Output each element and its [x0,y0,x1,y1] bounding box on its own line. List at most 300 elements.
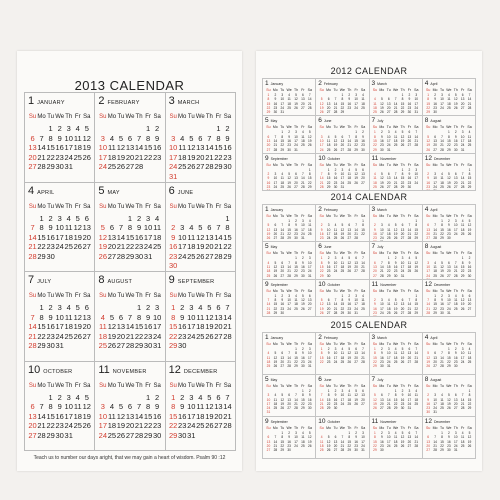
day-cell: 12 [98,232,108,242]
day-cell: 5 [100,223,105,232]
day-cell: 29 [340,110,345,115]
day-cell: 9 [302,351,304,356]
day-cell: 2 [348,93,351,97]
weekday-label: Mo [37,293,46,299]
day-cell: 22 [46,421,55,430]
day-cell: 2 [302,347,304,351]
day-cell: 30 [152,430,162,440]
empty-day [107,303,116,313]
day-cell: 9 [334,393,337,398]
day-cell: 8 [39,312,44,322]
month-block [370,417,423,459]
day-cell: 4 [394,347,397,351]
day-cell: 9 [454,134,457,139]
day-cell: 8 [267,97,270,102]
day-cell: 16 [294,227,298,232]
day-cell: 24 [386,443,391,448]
day-cell: 22 [460,269,465,274]
month-header [98,95,161,110]
day-cell: 4 [267,351,270,356]
day-cell: 22 [373,443,377,448]
day-cell: 2 [401,389,404,393]
day-cell: 5 [288,171,290,176]
day-cell: 12 [373,397,377,402]
weekday-label: Th [65,382,73,389]
day-cell: 25 [414,401,419,406]
day-cell: 15 [414,302,419,307]
weekday-label: Sa [467,342,472,346]
weekday-label: Tu [280,426,285,430]
day-cell: 17 [319,143,324,148]
month-header [98,274,161,289]
day-cell: 28 [386,406,391,411]
day-cell: 20 [354,355,358,360]
month-block [423,280,476,317]
weekday-label: We [446,214,452,218]
day-cell: 29 [46,430,55,440]
day-cell: 29 [426,110,430,115]
day-cell: 28 [414,143,419,148]
day-cell: 15 [447,355,451,360]
day-cell: 25 [152,242,162,251]
day-cell: 2 [288,130,290,135]
day-cell: 22 [287,231,291,236]
day-grid [318,219,366,240]
day-grid [425,294,473,315]
month-name: February [323,208,338,212]
day-cell: 1 [171,392,176,402]
day-cell: 11 [333,227,338,232]
weekday-label: Tu [439,251,444,256]
day-cell: 30 [178,430,187,440]
day-cell: 23 [380,143,384,148]
day-cell: 23 [407,180,412,185]
day-cell: 29 [467,406,472,411]
day-cell: 9 [348,97,351,102]
day-cell: 22 [214,152,223,162]
day-cell: 26 [196,251,205,261]
weekday-label: Sa [307,342,312,346]
weekday-label: Su [169,293,177,299]
month-block [95,183,165,273]
day-cell: 27 [400,310,405,315]
day-cell: 25 [64,331,73,341]
day-cell: 4 [394,130,397,135]
weekday-label: Tu [187,382,195,389]
day-cell: 20 [116,331,126,341]
day-cell: 25 [187,251,196,261]
day-cell: 13 [125,411,135,421]
day-cell: 3 [387,347,390,351]
day-grid [425,389,473,415]
day-cell: 30 [433,110,437,115]
day-cell: 6 [374,260,376,265]
day-cell: 8 [341,297,344,302]
weekday-label: Su [266,125,271,130]
day-cell: 1 [441,219,443,223]
day-cell: 15 [169,411,178,421]
month-header [265,206,313,214]
weekday-label: Tu [187,114,195,120]
weekday-label: Th [400,384,405,388]
day-cell: 20 [340,143,345,148]
day-cell: 30 [453,147,458,152]
day-cell: 13 [266,439,271,444]
day-cell: 21 [380,269,384,274]
month-header [318,80,366,88]
day-cell: 22 [134,331,144,341]
month-number: 10 [318,280,326,288]
day-cell: 25 [386,310,391,315]
weekday-row [28,289,91,303]
day-cell: 18 [107,152,117,162]
day-cell: 23 [400,401,405,406]
day-cell: 15 [169,322,178,331]
day-cell: 18 [294,302,298,307]
day-cell: 7 [295,393,297,398]
day-grid [318,431,366,452]
weekday-label: Th [453,162,458,167]
day-cell: 21 [414,355,419,360]
day-cell: 19 [400,439,405,444]
day-cell: 27 [273,236,278,241]
day-cell: 29 [280,147,284,152]
day-cell: 13 [433,138,437,143]
day-cell: 3 [461,347,464,351]
day-cell: 10 [143,223,153,232]
day-cell: 13 [380,397,384,402]
empty-day [214,214,223,224]
day-cell: 23 [333,401,338,406]
day-cell: 6 [207,223,212,232]
day-cell: 19 [205,411,214,421]
day-cell: 10 [400,260,405,265]
day-cell: 25 [301,143,305,148]
day-cell: 6 [461,93,464,97]
day-cell: 31 [294,147,298,152]
day-cell: 25 [467,143,472,148]
day-cell: 24 [453,443,458,448]
day-cell: 25 [407,269,412,274]
weekday-label: Su [426,342,431,346]
day-grid [318,294,366,315]
day-cell: 24 [187,421,196,430]
day-cell: 22 [340,105,345,110]
day-cell: 24 [426,273,430,278]
day-grid [318,130,366,151]
day-cell: 4 [327,134,330,139]
day-cell: 3 [415,167,418,172]
weekday-label: Mo [178,382,187,389]
day-cell: 29 [400,110,405,115]
month-block [263,116,316,153]
month-name: September [270,282,288,287]
day-cell: 8 [348,435,351,440]
weekday-label: Mo [107,114,117,120]
day-cell: 29 [414,236,419,241]
month-header [318,334,366,342]
day-cell: 30 [55,430,64,440]
day-cell: 17 [326,231,331,236]
day-cell: 31 [187,430,196,440]
weekday-label: Mo [326,384,332,388]
day-grid [425,168,473,191]
day-cell: 9 [380,351,383,356]
day-cell: 29 [266,110,271,115]
day-cell: 11 [414,393,418,398]
day-cell: 3 [100,402,105,411]
day-cell: 1 [320,347,323,351]
day-cell: 10 [340,393,345,398]
month-number: 4 [424,80,429,87]
month-number: 6 [318,243,322,251]
weekday-label: We [286,426,292,430]
day-cell: 17 [354,302,358,307]
day-cell: 21 [361,355,365,360]
day-cell: 31 [152,341,162,350]
day-cell: 16 [333,397,338,402]
day-cell: 15 [400,101,405,106]
month-block [25,272,95,362]
day-cell: 30 [294,236,298,241]
day-cell: 13 [196,143,205,152]
weekday-label: Fr [301,426,305,430]
weekday-label: Mo [326,251,332,256]
day-cell: 22 [37,242,46,251]
weekday-label: Sa [307,426,312,430]
weekday-label: We [195,382,205,389]
day-cell: 31 [301,236,305,241]
weekday-label: Mo [272,251,278,256]
day-cell: 17 [55,232,64,242]
weekday-label: Fr [460,251,465,256]
weekday-label: Th [347,384,352,388]
day-cell: 26 [82,152,91,162]
day-cell: 12 [273,355,278,360]
weekday-label: Tu [386,342,391,346]
day-cell: 20 [433,359,437,364]
weekday-label: Fr [354,288,358,293]
calendar-2012 [262,65,476,191]
day-cell: 13 [453,397,458,402]
day-cell: 30 [46,251,55,261]
day-cell: 2 [447,219,450,223]
day-cell: 28 [205,162,214,171]
day-cell: 15 [308,176,312,181]
day-cell: 1 [468,167,471,172]
weekday-label: Tu [333,384,338,388]
day-cell: 10 [308,351,312,356]
day-cell: 9 [394,260,397,265]
day-cell: 7 [394,171,397,176]
day-cell: 3 [66,392,71,402]
day-cell: 25 [460,231,465,236]
month-number: 2 [318,206,322,213]
day-cell: 22 [400,105,405,110]
day-cell: 18 [340,264,345,269]
day-cell: 12 [467,223,472,228]
day-cell: 31 [407,406,412,411]
day-cell: 18 [287,101,291,106]
weekday-label: Sa [414,251,419,256]
day-cell: 6 [274,223,277,228]
day-cell: 26 [116,162,126,171]
day-cell: 15 [223,232,232,242]
day-cell: 28 [393,184,398,189]
empty-day [178,124,187,134]
day-cell: 27 [266,448,271,453]
day-cell: 1 [348,431,351,435]
weekday-label: Tu [187,203,195,210]
day-grid [372,431,420,452]
month-name: September [270,156,288,161]
day-cell: 24 [400,269,405,274]
day-cell: 13 [354,351,358,356]
day-cell: 8 [374,134,376,139]
day-cell: 28 [214,251,223,261]
day-cell: 5 [75,303,80,312]
day-cell: 21 [266,306,271,311]
day-cell: 8 [288,223,290,228]
day-cell: 3 [461,130,464,135]
month-header [318,281,366,289]
month-number: 6 [318,376,322,383]
day-grid [318,256,366,277]
day-cell: 10 [152,312,162,322]
weekday-label: Fr [215,382,222,389]
day-cell: 14 [266,302,271,307]
day-cell: 22 [46,152,55,162]
day-cell: 16 [453,355,458,360]
day-cell: 6 [355,256,358,261]
day-cell: 11 [98,322,107,331]
weekday-label: Su [372,384,378,388]
day-cell: 4 [374,97,376,102]
day-cell: 8 [171,312,176,322]
day-cell: 8 [281,435,284,440]
day-cell: 15 [37,232,46,242]
day-cell: 5 [84,392,89,402]
day-cell: 26 [326,448,331,453]
day-cell: 23 [354,443,358,448]
day-cell: 10 [453,435,458,440]
day-grid [425,347,473,368]
day-cell: 3 [66,124,71,133]
day-cell: 28 [319,406,324,411]
day-cell: 31 [386,147,391,152]
day-cell: 17 [340,176,345,181]
day-cell: 22 [169,421,178,430]
day-cell: 11 [273,397,277,402]
day-cell: 17 [447,302,451,307]
weekday-label: Th [400,162,405,167]
day-cell: 28 [116,251,126,261]
weekday-label: We [125,293,135,299]
day-cell: 7 [30,223,35,232]
day-cell: 12 [82,402,91,411]
day-cell: 13 [333,439,338,444]
day-cell: 30 [447,448,451,453]
day-cell: 10 [440,97,444,102]
day-cell: 13 [373,264,377,269]
day-cell: 2 [274,93,277,97]
weekday-label: Fr [354,426,358,430]
weekday-label: Mo [326,162,332,167]
day-cell: 6 [434,134,436,139]
day-cell: 11 [454,297,458,302]
day-cell: 23 [326,359,331,364]
day-cell: 22 [326,180,331,185]
day-cell: 27 [28,430,37,440]
day-cell: 10 [178,232,187,242]
day-cell: 20 [433,143,437,148]
day-cell: 24 [447,306,451,311]
day-cell: 17 [354,101,358,106]
day-cell: 2 [334,389,337,393]
weekday-label: Su [426,251,431,256]
day-cell: 12 [319,302,324,307]
month-block [25,93,95,183]
weekday-label: Tu [280,384,285,388]
day-cell: 1 [302,389,304,393]
weekday-label: Fr [460,214,465,218]
month-block [370,154,423,191]
month-block [316,242,369,279]
month-block [263,242,316,279]
day-cell: 5 [320,97,323,102]
day-cell: 14 [467,97,472,102]
day-cell: 29 [273,310,278,315]
day-cell: 28 [467,105,472,110]
day-cell: 2 [146,303,151,312]
day-cell: 23 [301,359,305,364]
day-cell: 19 [460,302,465,307]
day-cell: 13 [107,232,117,242]
day-cell: 3 [441,93,443,97]
day-cell: 6 [408,130,411,135]
day-cell: 25 [393,359,398,364]
day-cell: 15 [143,143,153,152]
calendar-2013-title: 2013 CALENDAR [74,78,185,93]
day-cell: 7 [127,312,133,322]
day-grid [169,124,232,181]
weekday-label: Fr [407,288,412,293]
day-cell: 25 [373,184,377,189]
day-cell: 5 [441,260,443,265]
day-cell: 24 [98,430,108,440]
day-cell: 19 [187,152,196,162]
day-cell: 9 [146,312,151,322]
weekday-label: Tu [47,203,54,210]
day-cell: 7 [281,223,284,228]
weekday-label: Sa [467,162,472,167]
weekday-label: We [195,114,205,120]
day-cell: 30 [55,162,64,171]
weekday-label: Mo [432,426,438,430]
day-cell: 30 [326,273,331,278]
weekday-label: Mo [326,125,332,130]
day-cell: 11 [308,223,312,228]
day-cell: 4 [334,223,337,228]
day-cell: 1 [415,219,418,223]
day-cell: 9 [295,223,297,228]
day-grid [28,393,91,441]
month-block [423,154,476,191]
weekday-label: Sa [153,114,161,120]
weekday-label: Mo [326,342,332,346]
month-number: 12 [424,418,432,425]
weekday-label: We [393,162,399,167]
